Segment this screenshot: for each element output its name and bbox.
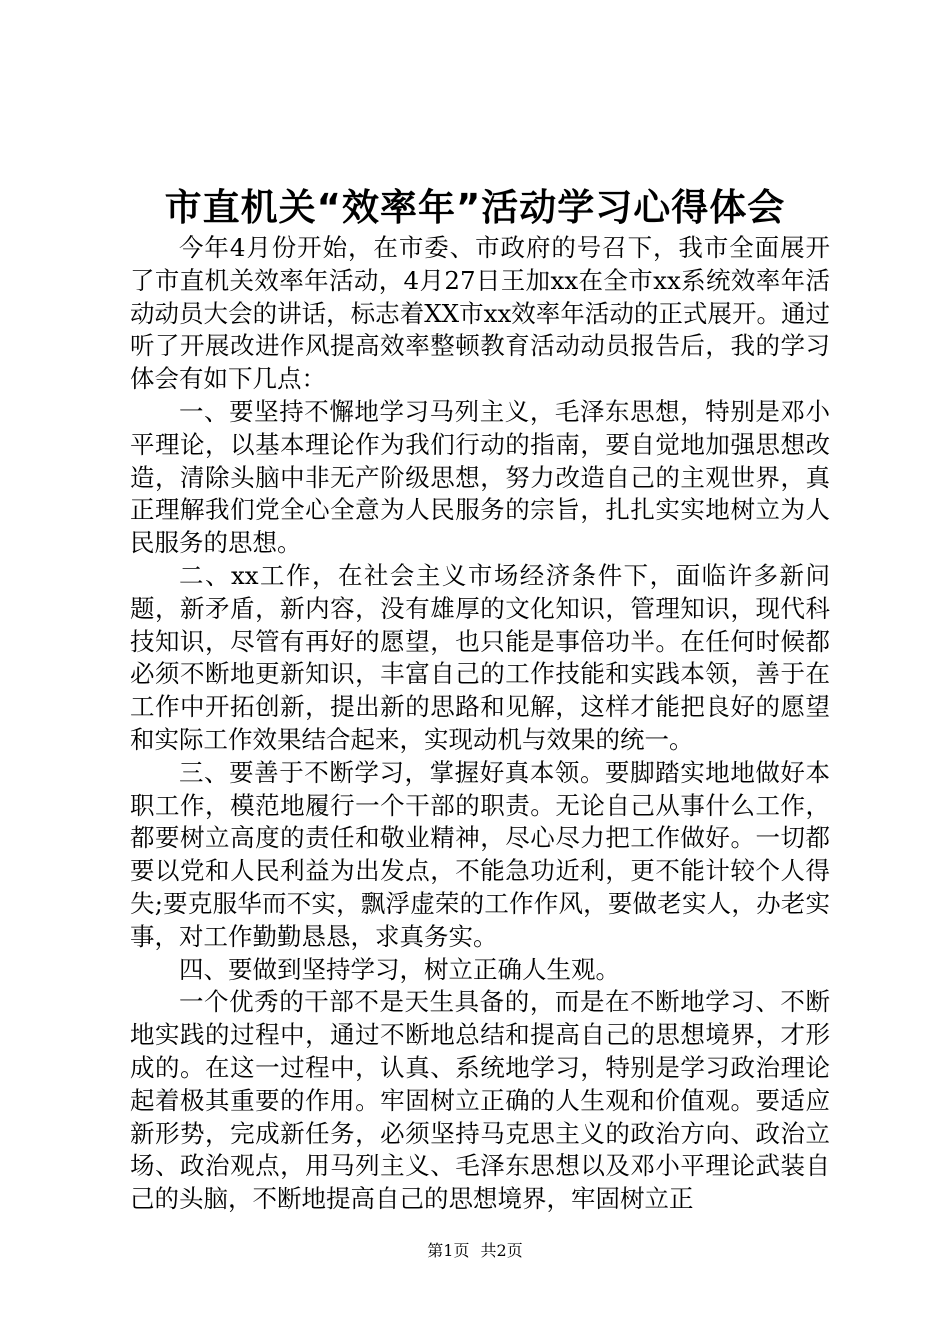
paragraph-point-2: 二、xx工作，在社会主义市场经济条件下，面临许多新问题，新矛盾，新内容，没有雄厚的文化知识，管理知识，现代科技知识，尽管有再好的愿望，也只能是事倍功半。在任何时候都必须不断地更新知识，丰富自己的工作技能和实践本领，善于在工作中开拓创新，提出新的思路和见解，这样才能把良好的愿望和实际工作效果结合起来，实现动机与效果的统一。 (130, 560, 830, 754)
document-title: 市直机关“效率年”活动学习心得体会 (164, 186, 786, 229)
paragraph-intro: 今年4月份开始，在市委、市政府的号召下，我市全面展开了市直机关效率年活动，4月27日王加xx在全市xx系统效率年活动动员大会的讲话，标志着XX市xx效率年活动的正式展开。通过听了开展改进作风提高效率整顿教育活动动员报告后，我的学习体会有如下几点： (130, 233, 830, 394)
page-footer (0, 1240, 950, 1262)
page-total: 共2页 (480, 1241, 523, 1260)
paragraph-point-3: 三、要善于不断学习，掌握好真本领。要脚踏实地地做好本职工作，模范地履行一个干部的职责。无论自己从事什么工作，都要树立高度的责任和敬业精神，尽心尽力把工作做好。一切都要以党和人民利益为出发点，不能急功近利，更不能计较个人得失;要克服华而不实，飘浮虚荣的工作作风，要做老实人，办老实事，对工作勤勤恳恳，求真务实。 (130, 757, 830, 951)
page-number: 第1页 (427, 1241, 470, 1260)
paragraph-point-4-detail: 一个优秀的干部不是天生具备的，而是在不断地学习、不断地实践的过程中，通过不断地总结和提高自己的思想境界，才形成的。在这一过程中，认真、系统地学习，特别是学习政治理论起着极其重要的作用。牢固树立正确的人生观和价值观。要适应新形势，完成新任务，必须坚持马克思主义的政治方向、政治立场、政治观点，用马列主义、毛泽东思想以及邓小平理论武装自己的头脑，不断地提高自己的思想境界，牢固树立正 (130, 987, 830, 1214)
document-body (130, 232, 830, 1216)
paragraph-point-4: 四、要做到坚持学习，树立正确人生观。 (179, 954, 620, 984)
paragraph-point-1: 一、要坚持不懈地学习马列主义，毛泽东思想，特别是邓小平理论，以基本理论作为我们行动的指南，要自觉地加强思想改造，清除头脑中非无产阶级思想，努力改造自己的主观世界，真正理解我们党全心全意为人民服务的宗旨，扎扎实实地树立为人民服务的思想。 (130, 396, 830, 558)
